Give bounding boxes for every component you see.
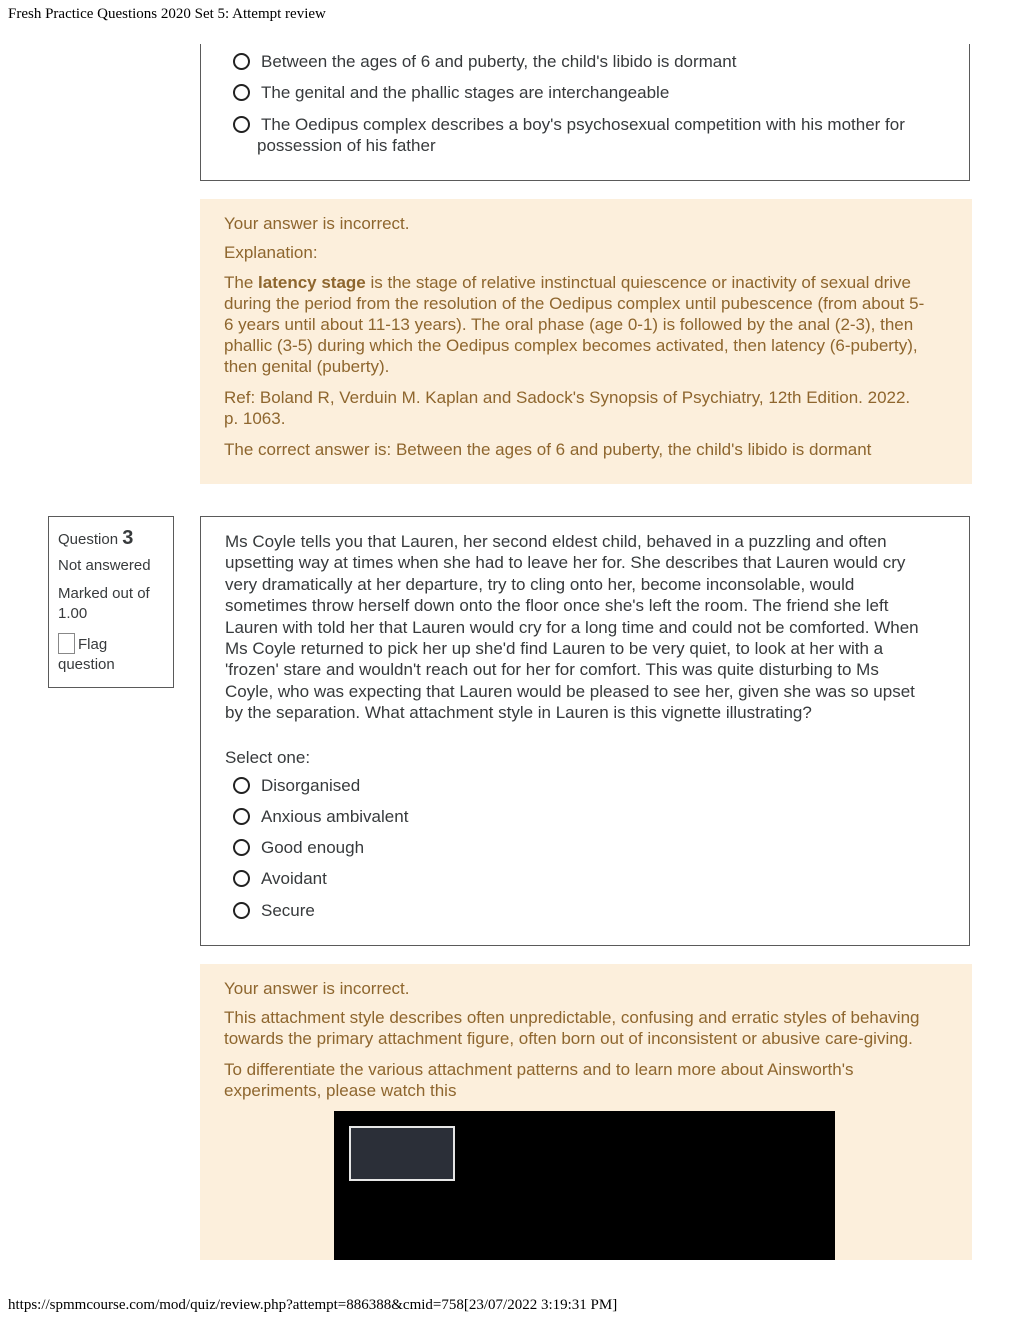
option-label: The Oedipus complex describes a boy's psychosexual competition with his mother for (261, 115, 905, 134)
question-3-content (200, 516, 970, 946)
option-label: Good enough (261, 838, 365, 857)
radio-button[interactable] (233, 777, 250, 794)
answer-option[interactable] (201, 868, 969, 889)
radio-button[interactable] (233, 870, 250, 887)
option-label: Disorganised (261, 776, 361, 795)
feedback-text: This attachment style describes often unpredictable, confusing and erratic styles of behaving towards the primary attachment figure, often born out of inconsistent or abusive care-giving. (224, 1008, 920, 1048)
radio-button[interactable] (233, 902, 250, 919)
reference-text: Ref: Boland R, Verduin M. Kaplan and Sadock's Synopsis of Psychiatry, 12th Edition. 2022. p. 1063. (224, 388, 911, 428)
question-text: Ms Coyle tells you that Lauren, her second eldest child, behaved in a puzzling and often upsetting way at times when she had to leave her for. She describes that Lauren would cry very dramatically at her departure, try to cling onto her, become inconsolable, would sometimes throw herself down onto the floor once she's left the room. The friend she left Lauren with told her that Lauren would cry for a long time and could not be comforted. When Ms Coyle returned to pick her up she'd find Lauren to be very quiet, to look at her with a 'frozen' stare and wouldn't reach out for her for comfort. This was quite disturbing to Ms Coyle, who was expecting that Lauren would be pleased to see her, given she was so upset by the separation. What attachment style in Lauren is this vignette illustrating? (225, 532, 919, 723)
embedded-video-player[interactable] (334, 1111, 835, 1260)
select-one-label: Select one: (225, 748, 311, 767)
question-state: Not answered (58, 557, 151, 574)
answer-option[interactable] (201, 51, 969, 72)
question-number: Question 3 (58, 527, 134, 549)
radio-button[interactable] (233, 839, 250, 856)
option-label: Between the ages of 6 and puberty, the child's libido is dormant (261, 52, 737, 71)
radio-button[interactable] (233, 53, 250, 70)
radio-button[interactable] (233, 808, 250, 825)
answer-option[interactable] (201, 114, 969, 156)
option-label: Avoidant (261, 869, 327, 888)
option-label: Secure (261, 901, 315, 920)
flag-question-toggle[interactable]: Flag question (58, 633, 164, 675)
option-label: Anxious ambivalent (261, 807, 409, 826)
explanation-label: Explanation: (224, 243, 318, 262)
radio-button[interactable] (233, 116, 250, 133)
question-3-feedback (200, 964, 972, 1260)
feedback-status: Your answer is incorrect. (224, 979, 410, 998)
highlighted-term: latency stage (258, 273, 366, 292)
feedback-status: Your answer is incorrect. (224, 214, 410, 233)
answer-option[interactable] (201, 806, 969, 827)
explanation-text: The latency stage is the stage of relative instinctual quiescence or inactivity of sexual drive during the period from the resolution of the Oedipus complex until pubescence (from about 5- 6 years until about 11-13 years). The oral phase (age 0-1) is followed by the anal (2-3), then phallic (3-5) during which the Oedipus complex becomes activated, then latency (6-puberty), then genital (puberty). (224, 273, 925, 376)
question-grade: Marked out of 1.00 (58, 585, 150, 622)
option-label: The genital and the phallic stages are interchangeable (261, 83, 670, 102)
flag-checkbox[interactable] (58, 633, 75, 654)
question-2-content (200, 44, 970, 181)
answer-option[interactable] (201, 82, 969, 103)
correct-answer-text: The correct answer is: Between the ages of 6 and puberty, the child's libido is dormant (224, 440, 872, 459)
answer-option[interactable] (201, 837, 969, 858)
feedback-text: To differentiate the various attachment patterns and to learn more about Ainsworth's experiments, please watch this (224, 1060, 854, 1100)
answer-option[interactable] (201, 900, 969, 921)
print-header-title: Fresh Practice Questions 2020 Set 5: Attempt review (8, 6, 326, 22)
video-thumbnail[interactable] (349, 1126, 455, 1181)
question-2-feedback (200, 199, 972, 484)
print-footer-url: https://spmmcourse.com/mod/quiz/review.php?attempt=886388&cmid=758[23/07/2022 3:19:31 PM] (8, 1297, 618, 1313)
answer-option[interactable] (201, 775, 969, 796)
option-label-continued: possession of his father (257, 136, 436, 155)
radio-button[interactable] (233, 84, 250, 101)
question-info-panel (48, 516, 174, 688)
